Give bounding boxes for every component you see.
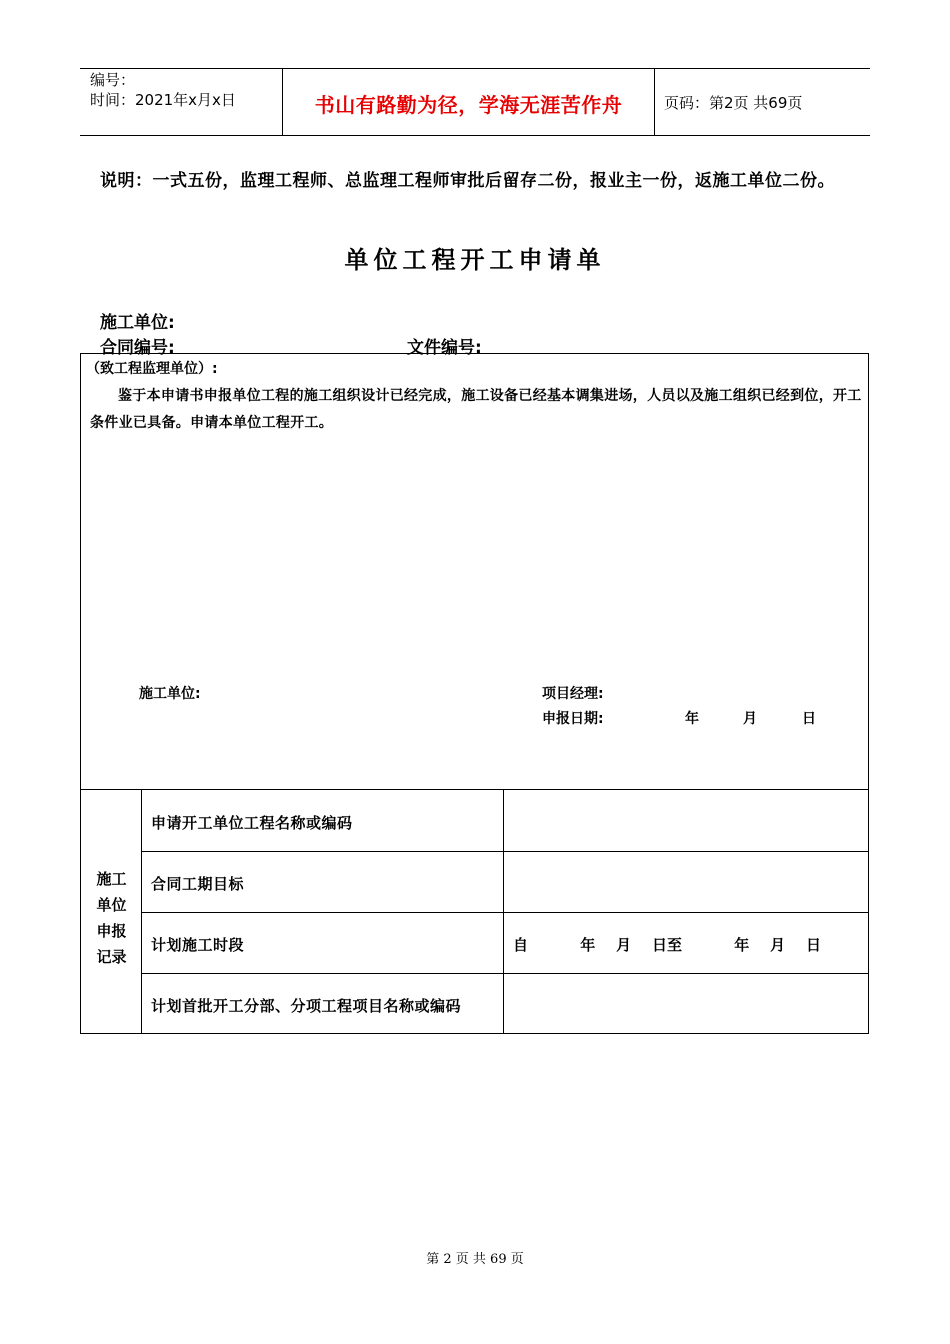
header-top-border: [80, 68, 870, 69]
report-date-label: 申报日期:: [542, 711, 604, 727]
record-row-label: 计划施工时段: [151, 936, 245, 954]
record-section-label: [84, 866, 139, 970]
page-footer: 第 2 页 共 69 页: [426, 1252, 524, 1267]
application-body: 鉴于本申请书申报单位工程的施工组织设计已经完成，施工设备已经基本调集进场，人员以及施工组织已经到位，开工条件业已具备。申请本单位工程开工。: [90, 388, 862, 431]
record-label-line: 施工: [96, 870, 127, 888]
record-row-divider-1: [141, 851, 869, 852]
record-row-label: 申请开工单位工程名称或编码: [151, 814, 353, 832]
form-section-divider: [80, 789, 869, 790]
record-label-column-divider: [141, 789, 142, 1034]
record-label-line: 记录: [96, 948, 127, 966]
project-manager-label: 项目经理:: [542, 686, 604, 702]
header-bottom-border: [80, 135, 870, 136]
report-date-month: 月: [743, 711, 757, 727]
page-title: 单位工程开工申请单: [344, 246, 606, 274]
record-row-divider-2: [141, 912, 869, 913]
construction-unit-field: 施工单位:: [100, 313, 175, 333]
record-value-column-divider: [503, 789, 504, 1034]
file-number-field: 文件编号:: [407, 338, 482, 358]
instructions-note: 说明：一式五份，监理工程师、总监理工程师审批后留存二份，报业主一份，返施工单位二份。: [100, 171, 835, 191]
header-page-info: 页码：第2页 共69页: [664, 94, 803, 112]
contract-number-field: 合同编号:: [100, 338, 175, 358]
header-motto: 书山有路勤为径，学海无涯苦作舟: [314, 93, 623, 117]
sign-unit-label: 施工单位:: [139, 686, 201, 702]
header-divider-right: [654, 68, 655, 136]
report-date-day: 日: [802, 711, 816, 727]
record-label-line: 申报: [96, 922, 127, 940]
record-row-value[interactable]: 自 年 月 日至 年 月 日: [513, 936, 821, 954]
record-row-label: 合同工期目标: [151, 875, 245, 893]
report-date-year: 年: [685, 711, 699, 727]
number-label: 编号：: [90, 71, 136, 89]
addressee: （致工程监理单位）:: [86, 361, 218, 377]
record-row-divider-3: [141, 973, 869, 974]
record-row-label: 计划首批开工分部、分项工程项目名称或编码: [151, 997, 462, 1015]
time-label: 时间：2021年x月x日: [90, 91, 236, 109]
record-label-line: 单位: [96, 896, 127, 914]
header-meta: [90, 70, 236, 110]
